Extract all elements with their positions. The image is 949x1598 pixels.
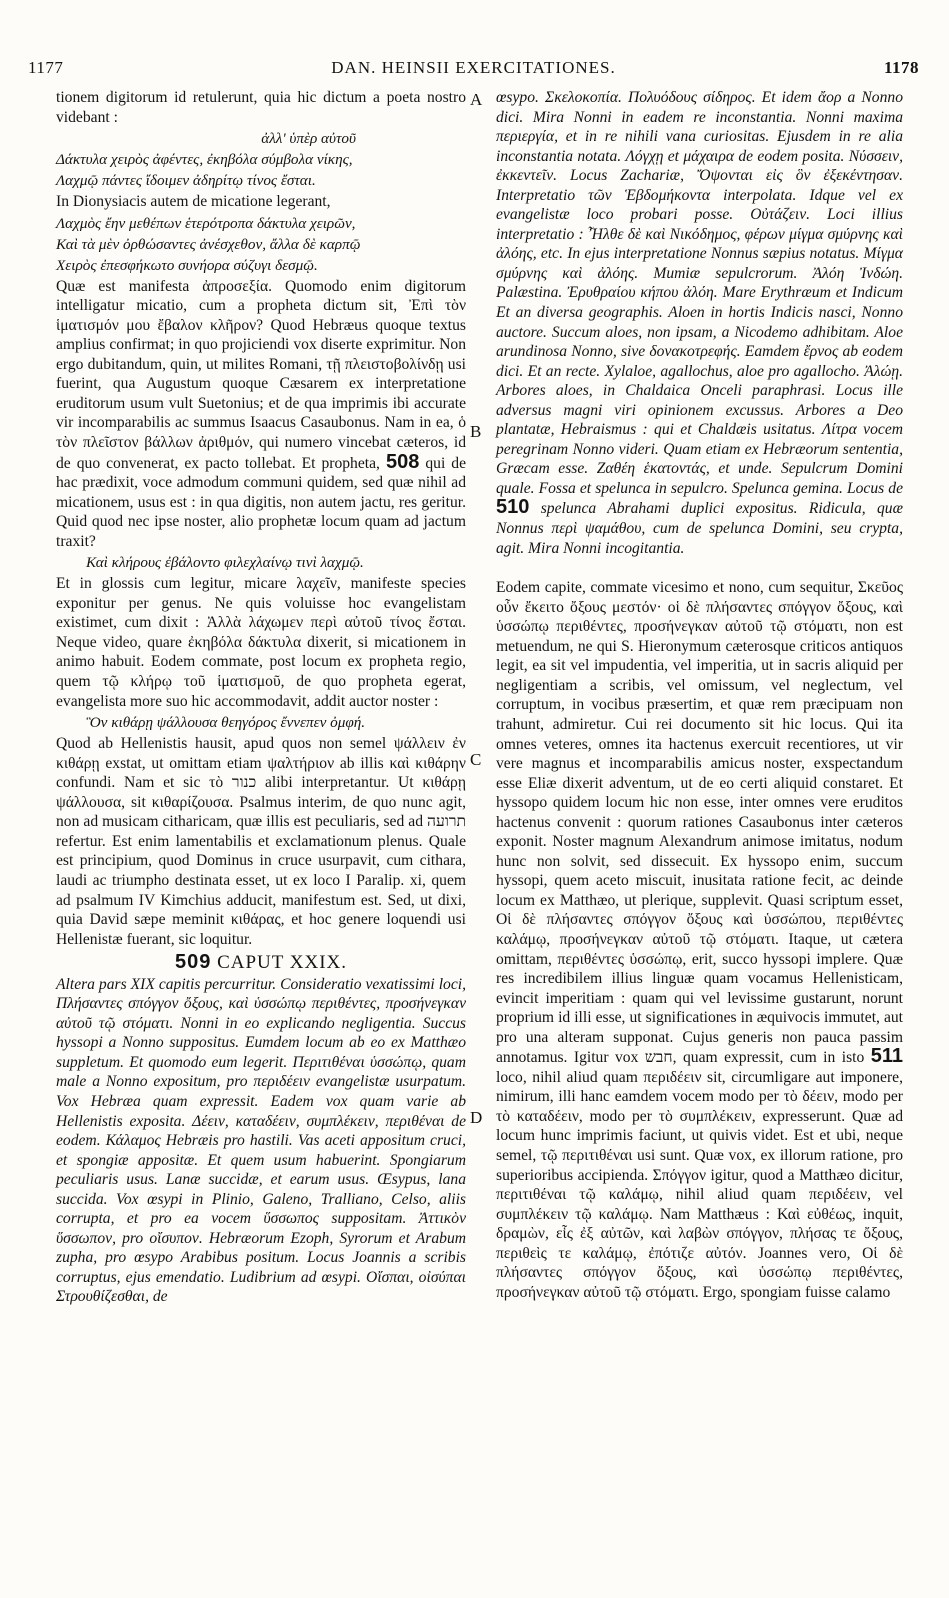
margin-letter-d: D xyxy=(470,1108,483,1127)
text-run: loco, nihil aliud quam περιδέειν sit, circumligare aut imponere, nimirum, illi hanc eamdem vocem modo per τὸ δέειν, modo per τὸ καταδέειν, modo per τὸ συμπλέκειν, expresserunt. Quæ ad locum hunc imprimis faciunt, ut quivis videt. Est et ubi, neque semel, τῷ περιτιθέναι usi sunt. Quæ vox, ex illorum ratione, pro superioribus accipienda. Σπόγγον igitur, quod a Matthæo dicitur, περιτιθέναι τῷ καλάμῳ, nihil aliud quam περιδέειν, vel συμπλέκειν τῷ καλάμῳ. Nam Matthæus : Καὶ εὐθέως, inquit, δραμὼν, εἷς ἐξ αὐτῶν, καὶ λαβὼν σπόγγον, πλήσας τε ὄξους, περιθεὶς τε καλάμῳ, ἐπότιζε αὐτόν. Joannes vero, Οἱ δὲ πλήσαντες σπόγγον ὄξους, καὶ ὑσσώπῳ περιθέντες, προσήνεγκαν αὐτοῦ τῷ στόματι. Ergo, spongiam fuisse calamo xyxy=(496,1068,903,1301)
chapter-title: CAPUT XXIX. xyxy=(217,952,348,974)
verse-line: Καὶ κλήρους ἐβάλοντο φιλεχλαίνῳ τινὶ λαχμῷ. xyxy=(86,554,364,572)
margin-letter-c: C xyxy=(470,750,482,769)
page-number-left: 1177 xyxy=(28,58,64,77)
verse-line: Δάκτυλα χειρὸς ἀφέντες, ἐκηβόλα σύμβολα νίκης, xyxy=(56,151,353,169)
verse-line: ἀλλ' ὑπὲρ αὐτοῦ xyxy=(261,130,356,148)
section-gap xyxy=(496,558,903,578)
text-run: qui de hac prædixit, voce admodum communi quidem, sed quæ nihil ad micationem, usus est : in qua digitis, non autem jactu, res geritur. Quid quod nec ipse noster, alio prophetæ locum quam ad jactum traxit? xyxy=(56,454,466,550)
paragraph: Quod ab Hellenistis hausit, apud quos non semel ψάλλειν ἐν κιθάρῃ exstat, ut omittam etiam ψαλτήριον ab illis καὶ κιθάρην confundi. Nam et sic τὸ כנור alibi interpretantur. Ut κιθάρῃ ψάλλουσα, sit κιθαρίζουσα. Psalmus interim, de quo nunc agit, non ad musicam citharicam, quæ illis est peculiaris, sed ad תרועה refertur. Est enim lamentabilis et exclamationum plenus. Quale est principium, quod Dominus in cruce usurpavit, cum cithara, laudi ac triumpho destinata esset, ut ex loco I Paralip. xi, quem ad psalmum IV Kimchius adducit, manifestum est. Sed, ut dixi, quia David sæpe meminit κιθάρας, et hoc genere loquendi usi Hellenistæ fuerant, sic loquitur. xyxy=(56,735,466,948)
column-number: 508 xyxy=(385,450,420,473)
column-number: 511 xyxy=(870,1045,903,1068)
verse-line: Λαχμῷ πάντες ἴδοιμεν ἀδηρίτῳ τίνος ἔσται. xyxy=(56,172,316,190)
chapter-summary-continued xyxy=(496,88,903,558)
left-column xyxy=(56,88,466,1307)
paragraph xyxy=(56,277,466,552)
column-number: 510 xyxy=(496,496,530,519)
right-column xyxy=(496,88,903,1302)
column-number: 509 xyxy=(174,951,212,974)
margin-letter-b: B xyxy=(470,422,482,441)
text-run: spelunca Abrahami duplici expositus. Ridicula, quæ Nonnus περὶ ψαμάθου, cum de spelunca Domini, seu crypta, agit. Mira Nonni incogitantia. xyxy=(496,500,903,557)
paragraph: Et in glossis cum legitur, micare λαχεῖν, manifeste species exponitur per genus. Ne quis voluisse hoc evangelistam existimet, cum dixit : Ἀλλὰ λάχωμεν περὶ αὐτοῦ τίνος ἔσται. Neque video, quare ἐκηβόλα δάκτυλα dixerit, si micationem in animo habuit. Eodem commate, post locum ex propheta regio, quem τῷ κλήρῳ τοῦ ἱματισμοῦ, de quo propheta egerat, evangelista more suo hic accommodavit, addit auctor noster : xyxy=(56,575,466,710)
text-run: Eodem capite, commate vicesimo et nono, cum sequitur, Σκεῦος οὖν ἔκειτο ὄξους μεστόν· οἱ δὲ πλήσαντες σπόγγον ὄξους, καὶ ὑσσώπῳ περιθέντες, προσήνεγκαν αὐτοῦ τῷ στόματι, non est metuendum, ne qui S. Hieronymum cæterosque criticos antiquos legit, ea sit vel impudentia, vel imperitia, ut in sacris aliquid per negligentiam a scribis, vel omissum, vel neglectum, vel corruptum, in vocibus præsertim, et quæ rem præcipuam non trahunt, admiretur. Cui rei documento sit hic locus. Qui ita omnes veteres, omnes ita hactenus exercuit recentiores, ut vir vere magnus et incomparabilis amicus noster, exspectandum esse Eliæ dixerit adventum, ut de eo certi aliquid constaret. Et hyssopo quidem locum hic non esse, inter omnes vere eruditos hactenus convenit : quorum rationes Casaubonus inter cæteros exponit. Noster magnum Alexandrum animose imitatus, nodum hunc non solvit, sed dissecuit. Ex hyssopo enim, succum hyssopi, quem aceto miscuit, inusitata ratione fecit, ac deinde locum ex Matthæo, ut plerique, supplevit. Quasi scriptum esset, Οἱ δὲ πλήσαντες σπόγγον ὄξους καὶ ὑσσώπου, περιθέντες καλάμῳ, προσήνεγκαν αὐτοῦ τῷ στόματι. Itaque, ut cætera omittam, περιθέντες ὑσσώπῳ, erit, succo hyssopi implere. Quæ res incredibilem illius linguæ quam vocamus Hellenisticam, evincit imperitiam : quam qui vel levissime gustarunt, norunt proprium id illi esse, ut significationes in æquivocis immutet, aut pro una alteram supponat. Cujus generis non pauca passim annotamus. Igitur vox חבש, quam expressit, cum in isto xyxy=(496,579,903,1067)
paragraph: In Dionysiacis autem de micatione legerant, xyxy=(56,193,331,211)
page-header xyxy=(28,58,919,84)
verse-line: Λαχμὸς ἔην μεθέπων ἑτερότροπα δάκτυλα χειρῶν, xyxy=(56,214,356,232)
chapter-summary: Altera pars XIX capitis percurritur. Consideratio vexatissimi loci, Πλήσαντες σπόγγον ὄξους, καὶ ὑσσώπῳ περιθέντες, προσήνεγκαν αὐτοῦ τῷ στόματι. Nonni in eo explicando negligentia. Succus hyssopi a Nonno suppositus. Eumdem locum ab eo ex Matthæo suppletum. Et quomodo eum legerit. Περιτιθέναι ὑσσώπῳ, quam male a Nonno expositum, pro περιδέειν evangelistæ usurpatum. Vox Hebræa quam expressit. Eadem vox quam varie ab Hellenistis exposita. Δέειν, καταδέειν, συμπλέκειν, περιθέναι de eodem. Κάλαμος Hebræis pro hastili. Vas aceti appositum cruci, et spongiæ appositæ. Et quem usum habuerint. Spongiarum peculiaris usus. Lanæ succidæ, et earum usus. Œsypus, lana succida. Vox œsypi in Plinio, Galeno, Tralliano, Celso, aliis corrupta, et pro ea vocem ὕσσωπος suppositam. Ἀττικὸν ὕσσωπον, pro οἴσυπον. Hebræorum Ezoph, Syrorum et Arabum zupha, pro œsypo Arabibus positum. Locus Joannis a scribis corruptus, ejus emendatio. Ludibrium ad œsypi. Οἴσπαι, οἰσύπαι Στρουθίζεσθαι, de xyxy=(56,975,466,1306)
text-run: œsypo. Σκελοκοπία. Πολυόδους σίδηρος. Et idem ἄορ a Nonno dici. Mira Nonni in eadem re inconstantia. Nonni maxima περιεργία, et in re nihili vana curiositas. Ejusdem in re alia inconstantia notata. Λόγχῃ et μάχαιρα de eodem posita. Νύσσειν, ἐκκεντεῖν. Locus Zachariæ, Ὄψονται εἰς ὃν ἐξεκέντησαν. Interpretatio τῶν Ἑβδομήκοντα interpolata. Idque vel ex evangelistæ loco probari posse. Οὐτάζειν. Loci illius interpretatio : Ἦλθε δὲ καὶ Νικόδημος, φέρων μίγμα σμύρνης καὶ ἀλόης, etc. In ejus interpretatione Nonnus sæpius notatus. Μίγμα σμύρνης καὶ ἀλόης. Mumiæ sepulcrorum. Ἀλόη Ἰνδώη. Palæstina. Ἐρυθραίου κήπου ἀλόη. Mare Erythræum et Indicum Et an diversa geographis. Aloen in hortis Indicis nasci, Nonno auctore. Succum aloes, non ipsam, a Nicodemo adhibitam. Aloe arundinosa Nonno, sive δονακοτρεφής. Eamdem ἔρνος ab eodem dici. Et an recte. Xylaloe, agallochus, aloe pro agallocho. Ἀλώῃ. Arbores aloes, in Chaldaica Onceli paraphrasi. Locus ille adversus magni viri opinionem excussus. Arbores a Deo plantatæ, Hebraismus : qui et Chaldæis usitatus. Λίτρα vocem peregrinam Nonno videri. Quam etiam ex Hebræorum sententia, Græcam esse. Ζαθέη ἑκατοντάς, et unde. Sepulcrum Domini quale. Fossa et spelunca in sepulcro. Spelunca gemina. Locus de xyxy=(496,89,903,497)
text-run: Quæ est manifesta ἀπροσεξία. Quomodo enim digitorum intelligatur micatio, cum a propheta dictum sit, Ἐπὶ τὸν ἱματισμόν μου ἔβαλον κλῆρον? Quod Hebræus quoque textus amplius confirmat; in quo projiciendi vox diserte exprimitur. Non ergo dubitandum, quin, ut milites Romani, τῇ πλειστοβολίνδῃ usi fuerint, qua Augustum quoque Cæsarem ex interpretatione eruditorum usum vult Suetonius; et de qua imprimis ibi accurate vir incomparabilis ac summus Isaacus Casaubonus. Nam in ea, ὁ τὸν πλεῖστον βάλλων ἀριθμόν, qui numero vincebat cæteros, id de quo convenerat, ex pacto tollebat. Et propheta, xyxy=(56,277,466,472)
margin-letter-a: A xyxy=(470,90,483,109)
running-title: DAN. HEINSII EXERCITATIONES. xyxy=(331,58,616,77)
paragraph: tionem digitorum id retulerunt, quia hic dictum a poeta nostro videbant : xyxy=(56,89,466,126)
verse-line: Χειρὸς ἐπεσφήκωτο συνήορα σύζυγι δεσμῷ. xyxy=(56,256,318,274)
page-number-right: 1178 xyxy=(883,58,919,77)
verse-line: Καὶ τὰ μὲν ὀρθώσαντες ἀνέσχεθον, ἄλλα δὲ καρπῷ xyxy=(56,235,361,253)
verse-line: Ὃν κιθάρῃ ψάλλουσα θεηγόρος ἔννεπεν ὀμφή. xyxy=(86,714,366,732)
paragraph xyxy=(496,578,903,1302)
chapter-heading xyxy=(56,953,466,973)
